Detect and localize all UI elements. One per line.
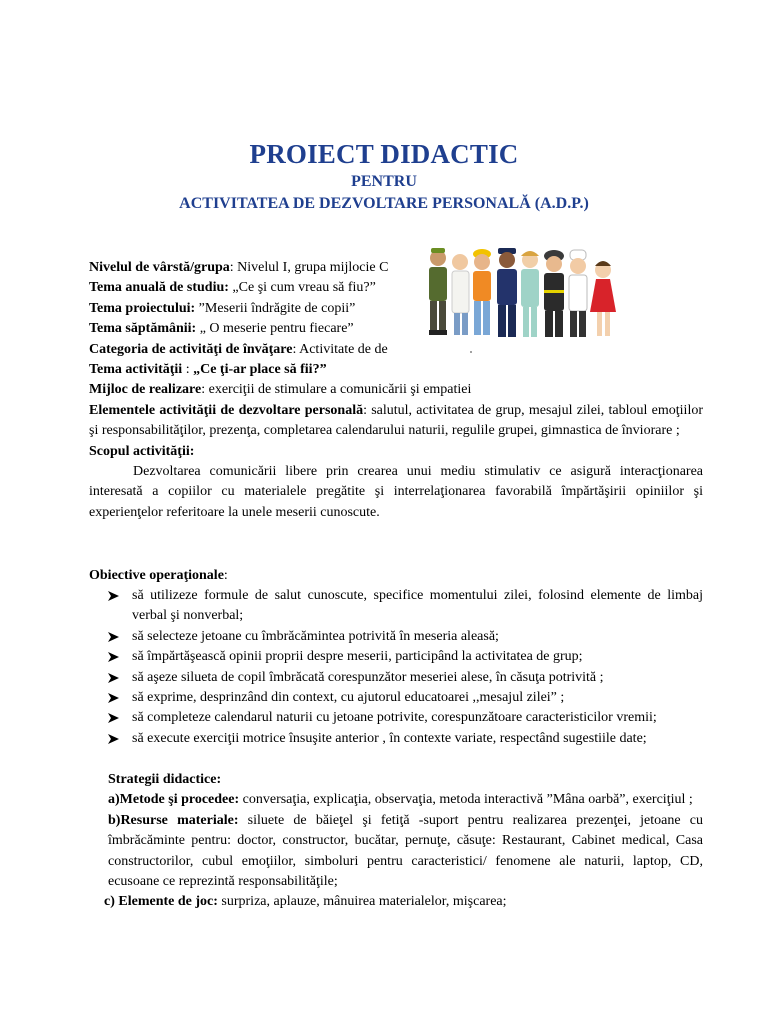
arrow-bullet-icon [108,647,122,662]
obiectiv-text: să completeze calendarul naturii cu jetoane potrivite, corespunzătoare caracteristicilor vremii; [132,710,657,726]
joc-label: c) Elemente de joc: [104,894,218,910]
obiectiv-text: să aşeze silueta de copil îmbrăcată corespunzător meseriei alese, în căsuţa potrivită ; [132,669,604,685]
mijloc-value: : exerciţii de stimulare a comunicării şi empatiei [201,382,472,398]
tema-proiect-line [89,299,703,319]
joc-value: surpriza, aplauze, mânuirea materialelor, mişcarea; [217,894,507,910]
obiective-list [108,586,703,749]
categoria-line [89,340,703,360]
tema-saptamanii-value: „ O meserie pentru fiecare” [196,321,354,337]
tema-proiect-value: ”Meserii îndrăgite de copii” [195,300,356,316]
list-item [108,586,703,627]
arrow-bullet-icon [108,688,122,703]
elemente-label: Elementele activităţii de dezvoltare personală [89,402,364,418]
nivel-label: Nivelul de vârstă/grupa [89,260,230,275]
arrow-bullet-icon [108,729,122,744]
tema-saptamanii-label: Tema săptămânii: [89,321,197,337]
arrow-bullet-icon [108,627,122,642]
arrow-bullet-icon [108,668,122,683]
list-item [108,668,703,688]
resurse-label: b)Resurse materiale: [108,812,239,828]
metode-value: conversaţia, explicaţia, observaţia, metoda interactivă ”Mâna oarbă”, exerciţiul ; [239,792,693,808]
tema-activitatii-value: „Ce ţi-ar place să fii?” [193,361,327,377]
tema-proiect-label: Tema proiectului: [89,300,196,316]
obiective-heading [89,566,703,586]
mijloc-line [89,380,703,400]
obiectiv-text: să împărtăşească opinii proprii despre meserii, participând la activitatea de grup; [132,649,583,665]
tema-activitatii-sep: : [182,361,194,377]
strategii-section [104,770,703,913]
list-item [108,627,703,647]
elemente-value: : salutul, activitatea de grup, mesajul zilei, tabloul emoţiilor şi responsabilităţilor, prezenţa, completarea calendarului naturii, regulile grupei, gimnastica de înviorare ; [89,402,703,439]
elemente-paragraph [89,401,703,442]
tema-anuala-label: Tema anuală de studiu: [89,280,229,296]
joc-paragraph [104,892,703,912]
scop-label: Scopul activităţii: [89,443,195,459]
obiective-colon: : [223,568,228,583]
list-item [108,688,703,708]
document-subtitle-activity: ACTIVITATEA DE DEZVOLTARE PERSONALĂ (A.D.P.) [179,195,589,212]
arrow-bullet-icon [108,708,122,723]
categoria-label: Categoria de activităţi de învăţare [89,341,293,357]
obiective-label: Obiective operaţionale [89,568,224,583]
nivel-line [89,258,703,278]
tema-anuala-value: „Ce şi cum vreau să fiu?” [228,280,376,296]
obiectiv-text: să utilizeze formule de salut cunoscute, specifice momentului zilei, folosind elemente de limbaj verbal şi nonverbal; [132,588,703,624]
list-item [108,647,703,667]
title-block [0,138,768,215]
list-item [108,729,703,749]
arrow-bullet-icon [108,586,122,601]
categoria-value: : Activitate de de [292,341,388,357]
document-subtitle: PENTRU [351,173,417,190]
obiectiv-text: să execute exerciţii motrice însuşite anterior , în contexte variate, respectând sugestiile date; [132,730,647,746]
strategii-label: Strategii didactice: [108,772,222,787]
obiectiv-text: să exprime, desprinzând din context, cu ajutorul educatoarei ,,mesajul zilei” ; [132,690,565,706]
resurse-value: siluete de băieţel şi fetiţă -suport pentru realizarea prezenţei, jetoane cu îmbrăcăminte pentru: doctor, constructor, bucătar, pernuţe, căsuţe: Restaurant, Cabinet medical, Casa constructorilor, cubul emoţiilor, simboluri pentru caracteristici/ fenomene ale naturii, laptop, CD, ecusoane ce reprezintă responsabilităţile; [108,812,703,890]
tema-anuala-line [89,278,703,298]
obiectiv-text: să selecteze jetoane cu îmbrăcămintea potrivită în meseria aleasă; [132,628,499,644]
metode-label: a)Metode şi procedee: [108,792,240,808]
tema-activitatii-label: Tema activităţii [89,361,183,377]
tema-activitatii-line [89,360,703,380]
document-title: PROIECT DIDACTIC [249,139,519,169]
list-item [108,708,703,728]
nivel-value: : Nivelul I, grupa mijlocie C [229,260,389,275]
metode-paragraph [108,790,703,810]
resurse-paragraph [108,811,703,893]
tema-saptamanii-line [89,319,703,339]
metadata-section [89,258,703,523]
scop-paragraph: Dezvoltarea comunicării libere prin crearea unui mediu stimulativ ce asigură interacţionarea interesată a copiilor cu materialele pregătite şi interrelaţionarea favorabilă împărtăşirii opiniilor şi experienţelor referitoare la unele meserii cunoscute. [89,463,703,520]
mijloc-label: Mijloc de realizare [89,382,202,398]
